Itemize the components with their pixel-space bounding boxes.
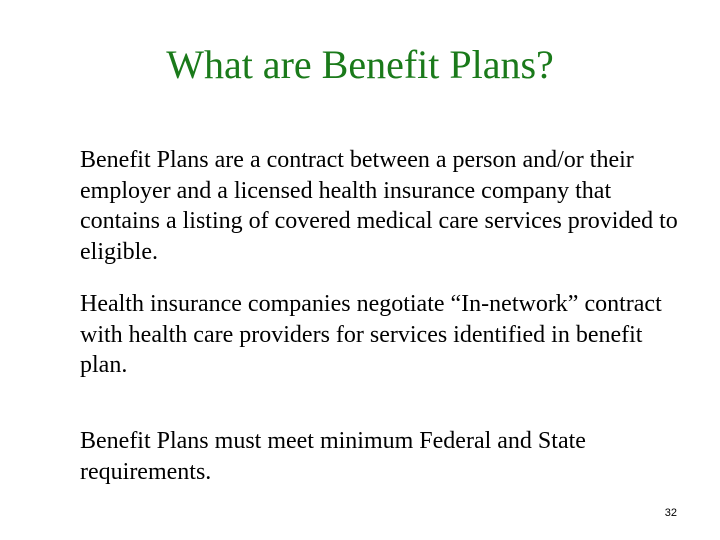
body-paragraph-contract: Benefit Plans are a contract between a person and/or their employer and a licensed health insurance company that contains a listing of covered medical care services provided to eligible. <box>80 147 678 265</box>
body-paragraph-requirements: Benefit Plans must meet minimum Federal and State requirements. <box>80 428 586 485</box>
page-number: 32 <box>664 507 677 519</box>
slide-title: What are Benefit Plans? <box>166 42 554 87</box>
body-paragraph-in-network: Health insurance companies negotiate “In-network” contract with health care providers for services identified in benefit plan. <box>80 291 662 378</box>
